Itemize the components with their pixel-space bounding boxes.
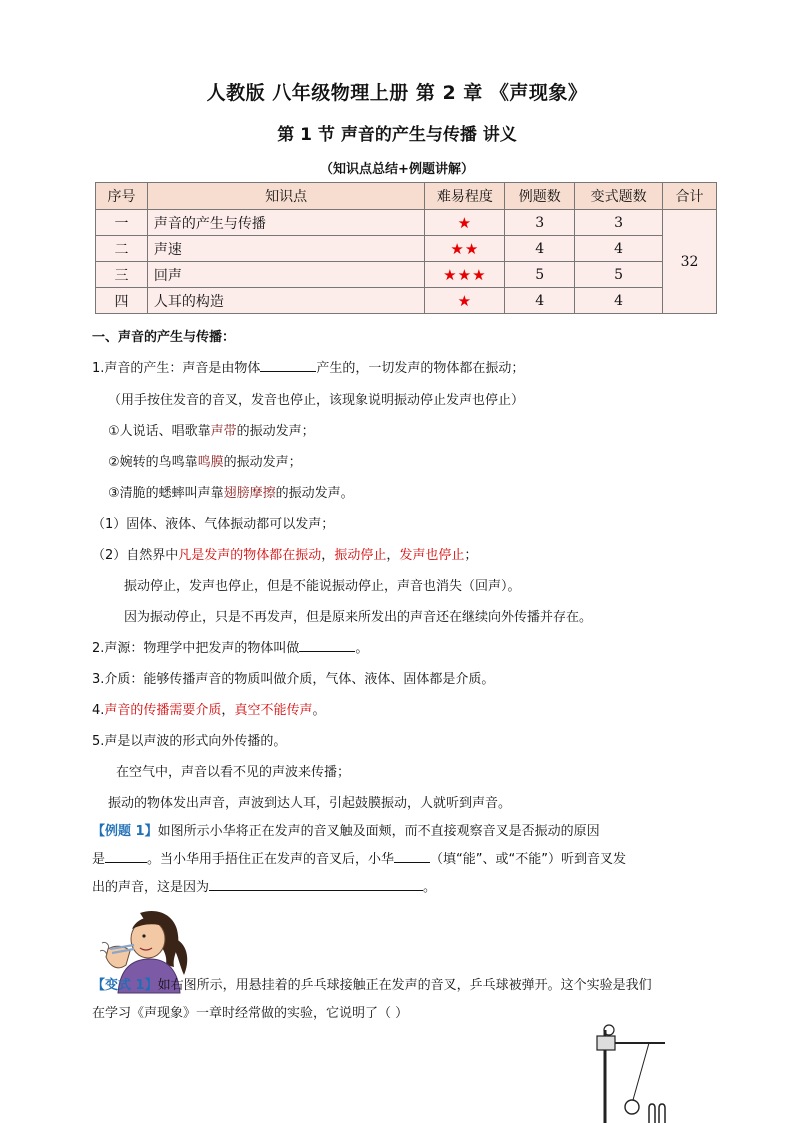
cell-examples: 4 — [505, 288, 575, 314]
emphasis-text: 真空不能传声 — [234, 703, 313, 718]
point-1-production — [92, 357, 524, 376]
answer-blank[interactable] — [260, 359, 316, 372]
cell-total: 32 — [663, 210, 717, 314]
point-1-text: 1.声音的产生：声音是由物体 — [92, 361, 261, 376]
table-header-row — [96, 183, 717, 210]
ping-pong-ball-apparatus-illustration — [585, 1022, 695, 1123]
cell-topic: 声速 — [147, 236, 424, 262]
cell-no: 一 — [96, 210, 148, 236]
col-header-total: 合计 — [663, 183, 717, 210]
answer-blank[interactable] — [394, 850, 430, 863]
table-row — [96, 262, 717, 288]
eye — [142, 934, 145, 937]
point-1-text-end: 产生的，一切发声的物体都在振动； — [316, 361, 525, 376]
cell-difficulty-stars: ★★★ — [425, 262, 505, 288]
cell-no: 三 — [96, 262, 148, 288]
overview-table — [95, 182, 717, 314]
point-5-line-1: 在空气中，声音以看不见的声波来传播； — [116, 765, 351, 780]
keyword-wing-friction: 翅膀摩擦 — [223, 486, 276, 501]
cell-variants: 4 — [575, 288, 663, 314]
ping-pong-ball — [625, 1100, 639, 1114]
answer-blank[interactable] — [299, 639, 355, 652]
emphasis-text: 声音的传播需要介质 — [104, 703, 222, 718]
cell-examples: 4 — [505, 236, 575, 262]
example-tag: 【例题 1】 — [92, 824, 158, 839]
cell-difficulty-stars: ★ — [425, 210, 505, 236]
cell-variants: 5 — [575, 262, 663, 288]
col-header-topic: 知识点 — [147, 183, 424, 210]
note-2: （2）自然界中凡是发声的物体都在振动，振动停止，发声也停止； — [92, 548, 478, 563]
point-1-note: （用手按住发音的音叉，发音也停止，该现象说明振动停止发声也停止） — [108, 393, 525, 408]
cell-variants: 3 — [575, 210, 663, 236]
col-header-no: 序号 — [96, 183, 148, 210]
note-2-line-2: 因为振动停止，只是不再发声，但是原来所发出的声音还在继续向外传播并存在。 — [124, 610, 593, 625]
cell-no: 二 — [96, 236, 148, 262]
keyword-vocal-cords: 声带 — [210, 424, 237, 439]
answer-blank[interactable] — [209, 878, 423, 891]
point-5-sound-waves: 5.声是以声波的形式向外传播的。 — [92, 734, 287, 749]
example-1: 【例题 1】如图所示小华将正在发声的音叉触及面颊，而不直接观察音叉是否振动的原因 是 。当小华用手捂住正在发声的音叉后，小华 （填“能”、或“不能”）听到音叉发 出的声音，这是因为 。 — [92, 824, 626, 895]
emphasis-text: 发声也停止 — [399, 548, 465, 563]
col-header-variants: 变式题数 — [575, 183, 663, 210]
table-row — [96, 210, 717, 236]
table-row — [96, 236, 717, 262]
cell-examples: 5 — [505, 262, 575, 288]
list-item: ②婉转的鸟鸣靠鸣膜的振动发声； — [108, 455, 302, 470]
variant-1: 【变式 1】如右图所示，用悬挂着的乒乓球接触正在发声的音叉，乒乓球被弹开。这个实验是我们 在学习《声现象》一章时经常做的实验，它说明了（ ） — [92, 978, 652, 1021]
note-2-line-1: 振动停止，发声也停止，但是不能说振动停止，声音也消失（回声）。 — [124, 579, 521, 594]
cell-variants: 4 — [575, 236, 663, 262]
cell-topic: 回声 — [147, 262, 424, 288]
cell-no: 四 — [96, 288, 148, 314]
answer-blank[interactable] — [105, 850, 147, 863]
suspension-thread — [633, 1043, 649, 1100]
col-header-difficulty: 难易程度 — [425, 183, 505, 210]
note-1: （1）固体、液体、气体振动都可以发声； — [92, 517, 335, 532]
point-2-sound-source: 2.声源：物理学中把发声的物体叫做 。 — [92, 641, 369, 656]
document-title: 人教版 八年级物理上册 第 2 章 《声现象》 — [206, 82, 588, 104]
cell-difficulty-stars: ★★ — [425, 236, 505, 262]
clamp-block — [597, 1036, 615, 1050]
table-row — [96, 288, 717, 314]
variant-tag: 【变式 1】 — [92, 978, 158, 993]
keyword-syrinx: 鸣膜 — [197, 455, 224, 470]
point-5-line-2: 振动的物体发出声音，声波到达人耳，引起鼓膜振动，人就听到声音。 — [108, 796, 512, 811]
point-4-propagation: 4.声音的传播需要介质，真空不能传声。 — [92, 703, 326, 718]
list-item: ③清脆的蟋蟀叫声靠翅膀摩擦的振动发声。 — [108, 486, 354, 501]
document-note: （知识点总结+例题讲解） — [320, 162, 474, 177]
emphasis-text: 振动停止 — [334, 548, 387, 563]
cell-topic: 声音的产生与传播 — [147, 210, 424, 236]
section-subtitle: 第 1 节 声音的产生与传播 讲义 — [277, 125, 517, 145]
point-3-medium: 3.介质：能够传播声音的物质叫做介质，气体、液体、固体都是介质。 — [92, 672, 495, 687]
ponytail-shape — [174, 939, 187, 975]
list-item: ①人说话、唱歌靠声带的振动发声； — [108, 424, 315, 439]
cell-difficulty-stars: ★ — [425, 288, 505, 314]
section-heading: 一、声音的产生与传播： — [92, 330, 236, 345]
col-header-examples: 例题数 — [505, 183, 575, 210]
cell-topic: 人耳的构造 — [147, 288, 424, 314]
cell-examples: 3 — [505, 210, 575, 236]
tuning-fork-shape — [649, 1104, 665, 1123]
emphasis-text: 凡是发声的物体都在振动 — [178, 548, 322, 563]
